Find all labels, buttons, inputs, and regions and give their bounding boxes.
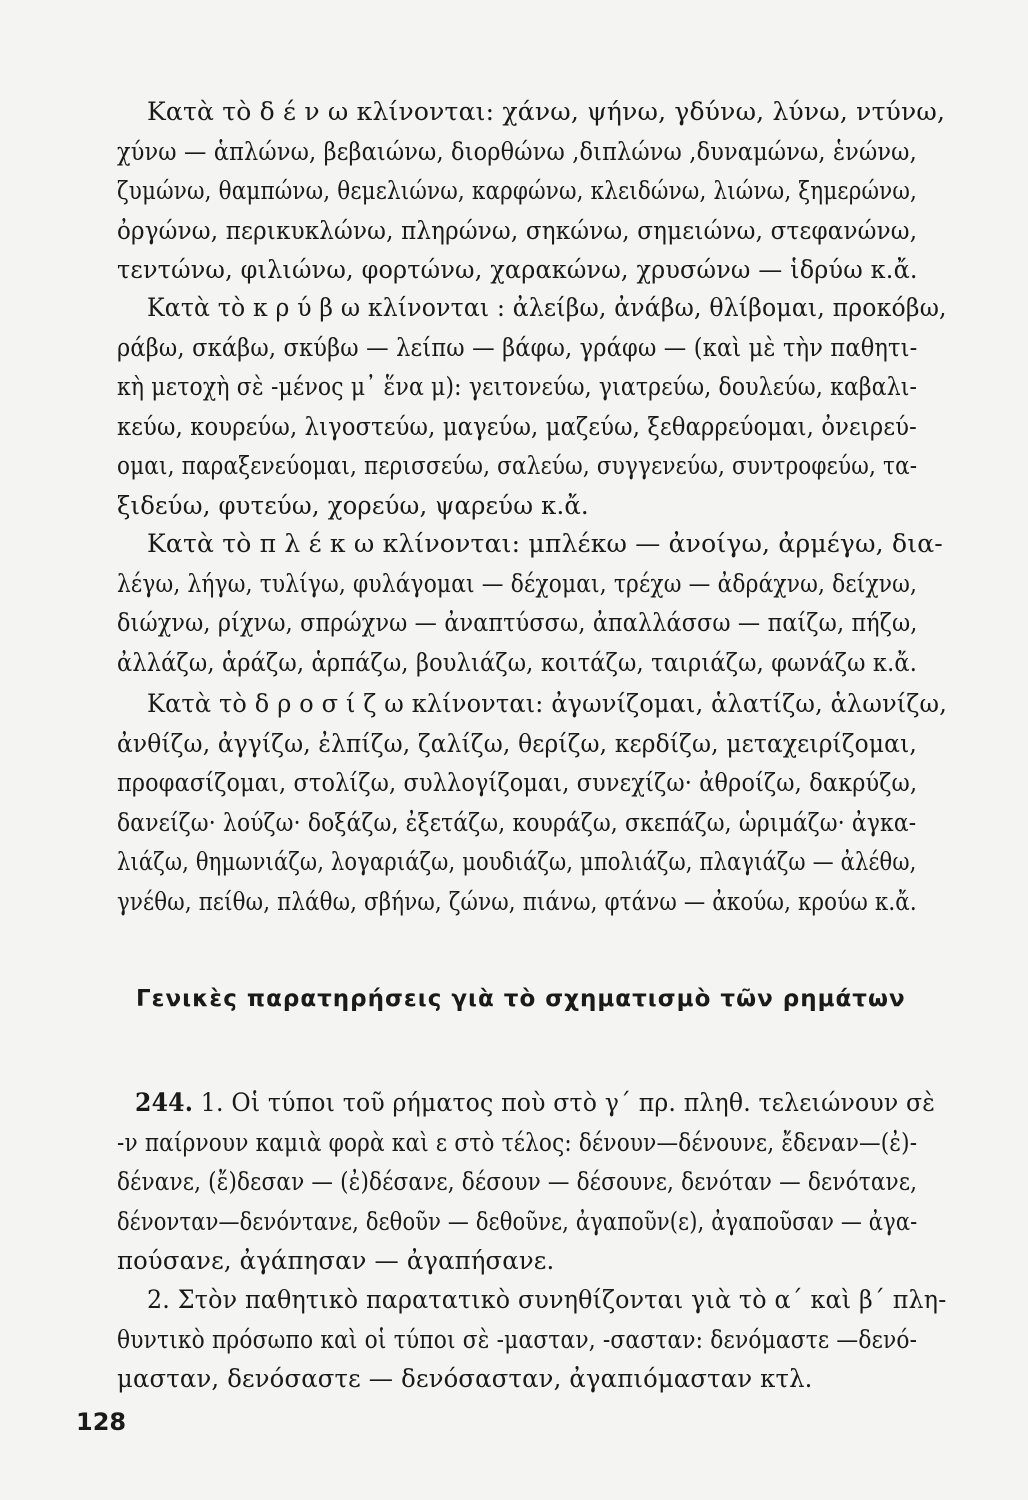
section-number: 244. — [135, 1088, 194, 1117]
text-line: τεντώνω, φιλιώνω, φορτώνω, χαρακώνω, χρυσώνω — ἱδρύω κ.ἄ. — [117, 255, 918, 285]
section-heading: Γενικὲς παρατηρήσεις γιὰ τὸ σχηματισμὸ τῶν ρημάτων — [136, 986, 906, 1012]
text-line: Κατὰ τὸ π λ έ κ ω κλίνονται: μπλέκω — ἀνοίγω, ἀρμέγω, δια- — [147, 529, 943, 558]
paragraph-drosizo — [117, 684, 948, 922]
text-line: διώχνω, ρίχνω, σπρώχνω — ἀναπτύσσω, ἀπαλλάσσω — παίζω, πήζω, — [117, 608, 918, 638]
paragraph-244-2 — [117, 1280, 947, 1399]
text-line-content: 1. Οἱ τύποι τοῦ ρήματος ποὺ στὸ γ΄ πρ. πληθ. τελειώνουν σὲ — [200, 1088, 936, 1117]
paragraph-pleko — [117, 524, 943, 682]
text-line: μασταν, δενόσαστε — δενόσασταν, ἀγαπιόμασταν κτλ. — [117, 1364, 813, 1394]
text-line: χύνω — ἁπλώνω, βεβαιώνω, διορθώνω ,διπλώνω ,δυναμώνω, ἑνώνω, — [117, 136, 917, 166]
paragraph-krybo — [117, 288, 947, 526]
text-line: -ν παίρνουν καμιὰ φορὰ καὶ ε στὸ τέλος: δένουν—δένουνε, ἔδεναν—(ἐ)- — [117, 1127, 918, 1157]
text-line: λιάζω, θημωνιάζω, λογαριάζω, μουδιάζω, μπολιάζω, πλαγιάζω — ἀλέθω, — [117, 847, 917, 877]
text-line: Κατὰ τὸ δ έ ν ω κλίνονται: χάνω, ψήνω, γδύνω, λύνω, ντύνω, — [147, 97, 946, 126]
paragraph-deno — [117, 92, 946, 290]
text-line: δένανε, (ἔ)δεσαν — (ἐ)δέσανε, δέσουν — δέσουνε, δενόταν — δενότανε, — [117, 1167, 918, 1197]
text-line: δανείζω· λούζω· δοξάζω, ἐξετάζω, κουράζω, σκεπάζω, ὡριμάζω· ἀγκα- — [117, 807, 917, 837]
text-line: δένονταν—δενόντανε, δεθοῦν — δεθοῦνε, ἀγαποῦν(ε), ἀγαποῦσαν — ἀγα- — [117, 1206, 918, 1236]
text-line: ράβω, σκάβω, σκύβω — λείπω — βάφω, γράφω — (καὶ μὲ τὴν παθητι- — [117, 332, 918, 362]
text-line: γνέθω, πείθω, πλάθω, σβήνω, ζώνω, πιάνω, φτάνω — ἀκούω, κρούω κ.ἄ. — [117, 886, 917, 916]
text-line: λέγω, λήγω, τυλίγω, φυλάγομαι — δέχομαι, τρέχω — ἀδράχνω, δείχνω, — [117, 568, 918, 598]
paragraph-244-1 — [117, 1083, 942, 1281]
text-line: ξιδεύω, φυτεύω, χορεύω, ψαρεύω κ.ἄ. — [117, 490, 589, 520]
text-line: Κατὰ τὸ δ ρ ο σ ί ζ ω κλίνονται: ἀγωνίζομαι, ἁλατίζω, ἁλωνίζω, — [147, 689, 948, 718]
text-line: 2. Στὸν παθητικὸ παρατατικὸ συνηθίζονται γιὰ τὸ α΄ καὶ β΄ πλη- — [147, 1285, 947, 1314]
text-line: κὴ μετοχὴ σὲ -μένος μ᾽ ἕνα μ): γειτονεύω, γιατρεύω, δουλεύω, καβαλι- — [117, 372, 918, 402]
text-line: ομαι, παραξενεύομαι, περισσεύω, σαλεύω, συγγενεύω, συντροφεύω, τα- — [117, 451, 918, 481]
text-line: ἀλλάζω, ἁράζω, ἁρπάζω, βουλιάζω, κοιτάζω, ταιριάζω, φωνάζω κ.ἄ. — [117, 647, 918, 677]
text-line: ζυμώνω, θαμπώνω, θεμελιώνω, καρφώνω, κλειδώνω, λιώνω, ξημερώνω, — [117, 176, 918, 206]
text-line: κεύω, κουρεύω, λιγοστεύω, μαγεύω, μαζεύω, ξεθαρρεύομαι, ὀνειρεύ- — [117, 411, 917, 441]
text-line: Κατὰ τὸ κ ρ ύ β ω κλίνονται : ἀλείβω, ἀνάβω, θλίβομαι, προκόβω, — [147, 293, 947, 322]
text-line: ὀργώνω, περικυκλώνω, πληρώνω, σηκώνω, σημειώνω, στεφανώνω, — [117, 215, 918, 245]
text-line: θυντικὸ πρόσωπο καὶ οἱ τύποι σὲ -μασταν, -σασταν: δενόμαστε —δενό- — [117, 1324, 918, 1354]
page-number: 128 — [76, 1408, 127, 1436]
text-line: προφασίζομαι, στολίζω, συλλογίζομαι, συνεχίζω· ἀθροίζω, δακρύζω, — [117, 768, 918, 798]
text-line: ἀνθίζω, ἀγγίζω, ἐλπίζω, ζαλίζω, θερίζω, κερδίζω, μεταχειρίζομαι, — [117, 728, 917, 758]
text-line — [135, 1083, 936, 1123]
text-line: πούσανε, ἀγάπησαν — ἀγαπήσανε. — [117, 1246, 555, 1276]
